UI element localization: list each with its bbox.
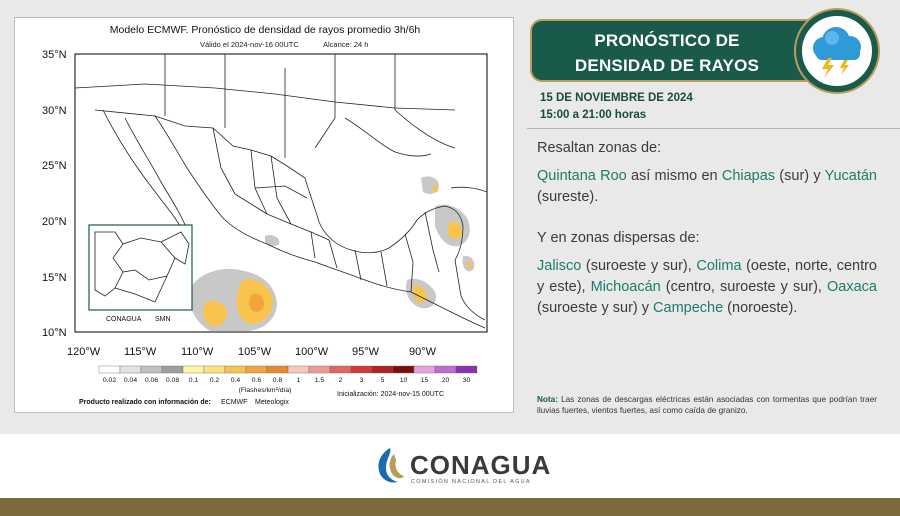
colorbar-swatch xyxy=(183,366,204,373)
colorbar-swatch xyxy=(141,366,162,373)
colorbar-swatch xyxy=(330,366,351,373)
colorbar-swatch xyxy=(246,366,267,373)
inset-map xyxy=(89,225,192,310)
state-name: Chiapas xyxy=(721,168,776,184)
init-date: Inicialización: 2024-nov-15 00UTC xyxy=(337,391,444,398)
colorbar-swatch xyxy=(393,366,414,373)
footer xyxy=(0,434,900,498)
lon-label: 110°W xyxy=(181,346,214,358)
colorbar-swatch xyxy=(372,366,393,373)
colorbar-swatch xyxy=(225,366,246,373)
colorbar-swatch xyxy=(120,366,141,373)
colorbar-swatch xyxy=(288,366,309,373)
colorbar-swatch xyxy=(162,366,183,373)
lat-label: 15°N xyxy=(42,272,67,284)
colorbar-tick-label: 3 xyxy=(359,377,364,384)
state-name: Yucatán xyxy=(824,168,878,184)
lon-label: 90°W xyxy=(409,346,437,358)
units-label: (Flashes/km²/día) xyxy=(238,387,292,394)
colorbar-tick-label: 0.2 xyxy=(209,377,220,384)
lon-label: 115°W xyxy=(124,346,157,358)
colorbar-tick-label: 0.06 xyxy=(144,377,159,384)
colorbar-tick-label: 0.1 xyxy=(188,377,199,384)
colorbar-tick-label: 0.02 xyxy=(102,377,117,384)
note-label: Nota: xyxy=(537,395,558,404)
lat-labels xyxy=(42,49,67,339)
colorbar-tick-label: 0.08 xyxy=(165,377,180,384)
state-name: Michoacán xyxy=(590,279,661,295)
footer-org-subtitle: COMISIÓN NACIONAL DEL AGUA xyxy=(411,479,531,485)
colorbar-tick-label: 10 xyxy=(399,377,408,384)
forecast-description xyxy=(537,138,877,319)
lon-label: 95°W xyxy=(352,346,380,358)
colorbar-tick-label: 0.6 xyxy=(251,377,262,384)
cloud-lightning-icon xyxy=(796,10,878,92)
inset-logo-smn: SMN xyxy=(155,316,171,323)
forecast-date: 15 DE NOVIEMBRE DE 2024 xyxy=(540,92,693,104)
footer-gold-bar xyxy=(0,498,900,516)
colorbar-swatch xyxy=(414,366,435,373)
header-title-line1: PRONÓSTICO DE xyxy=(594,31,740,50)
lat-label: 10°N xyxy=(42,327,67,339)
lat-label: 25°N xyxy=(42,160,67,172)
section1-heading: Resaltan zonas de: xyxy=(537,140,662,156)
section1-text: Quintana Roo así mismo en Chiapas (sur) y Yucatán (sureste). xyxy=(537,168,878,205)
colorbar-tick-label: 5 xyxy=(380,377,385,384)
colorbar-tick-label: 0.04 xyxy=(123,377,138,384)
colorbar-tick-label: 15 xyxy=(420,377,429,384)
colorbar-tick-label: 30 xyxy=(462,377,471,384)
colorbar-tick-label: 1 xyxy=(296,377,301,384)
lon-label: 120°W xyxy=(67,346,101,358)
lon-label: 100°W xyxy=(295,346,329,358)
product-credit: Producto realizado con información de: xyxy=(79,399,211,406)
colorbar-swatch xyxy=(309,366,330,373)
colorbar-tick-label: 2 xyxy=(338,377,343,384)
state-name: Colima xyxy=(696,258,742,274)
map-valid-date: Válido el 2024-nov-16 00UTC xyxy=(200,40,299,49)
meteologix-logo: Meteologix xyxy=(255,399,289,406)
state-name: Quintana Roo xyxy=(537,168,627,184)
lon-labels xyxy=(67,346,437,358)
lat-label: 30°N xyxy=(42,105,67,117)
colorbar-swatch xyxy=(204,366,225,373)
footer-org-name: CONAGUA xyxy=(410,450,552,480)
colorbar-swatch xyxy=(267,366,288,373)
colorbar-tick-label: 0.4 xyxy=(230,377,241,384)
colorbar-tick-label: 1.5 xyxy=(314,377,325,384)
header-title-line2: DENSIDAD DE RAYOS xyxy=(574,56,760,75)
ecmwf-logo: ECMWF xyxy=(221,399,248,406)
header-title xyxy=(532,28,802,78)
inset-logo-conagua: CONAGUA xyxy=(106,316,142,323)
colorbar-tick-label: 20 xyxy=(441,377,450,384)
forecast-map-panel xyxy=(14,17,514,413)
forecast-time: 15:00 a 21:00 horas xyxy=(540,109,647,121)
section2-heading: Y en zonas dispersas de: xyxy=(537,230,700,246)
map-title: Modelo ECMWF. Pronóstico de densidad de rayos promedio 3h/6h xyxy=(109,24,421,36)
colorbar-swatch xyxy=(435,366,456,373)
lightning-density-map xyxy=(15,18,515,414)
colorbar-swatch xyxy=(456,366,477,373)
map-range: Alcance: 24 h xyxy=(323,40,369,49)
colorbar-swatch xyxy=(99,366,120,373)
conagua-logo-icon xyxy=(372,446,406,486)
note-text: Las zonas de descargas eléctricas están asociadas con tormentas que podrían traer lluvias fuertes, vientos fuertes, así como caída de granizo. xyxy=(537,395,877,415)
lon-label: 105°W xyxy=(238,346,272,358)
colorbar xyxy=(99,366,477,384)
lat-label: 35°N xyxy=(42,49,67,61)
state-name: Jalisco xyxy=(537,258,582,274)
state-name: Oaxaca xyxy=(827,279,877,295)
divider xyxy=(527,128,900,129)
section2-text: Jalisco (suroeste y sur), Colima (oeste, norte, centro y este), Michoacán (centro, suroeste y sur), Oaxaca (suroeste y sur) y Campeche (noroeste). xyxy=(537,258,877,316)
state-name: Campeche xyxy=(653,300,724,316)
colorbar-swatch xyxy=(351,366,372,373)
note xyxy=(537,394,877,416)
colorbar-tick-label: 0.8 xyxy=(272,377,283,384)
lat-label: 20°N xyxy=(42,216,67,228)
